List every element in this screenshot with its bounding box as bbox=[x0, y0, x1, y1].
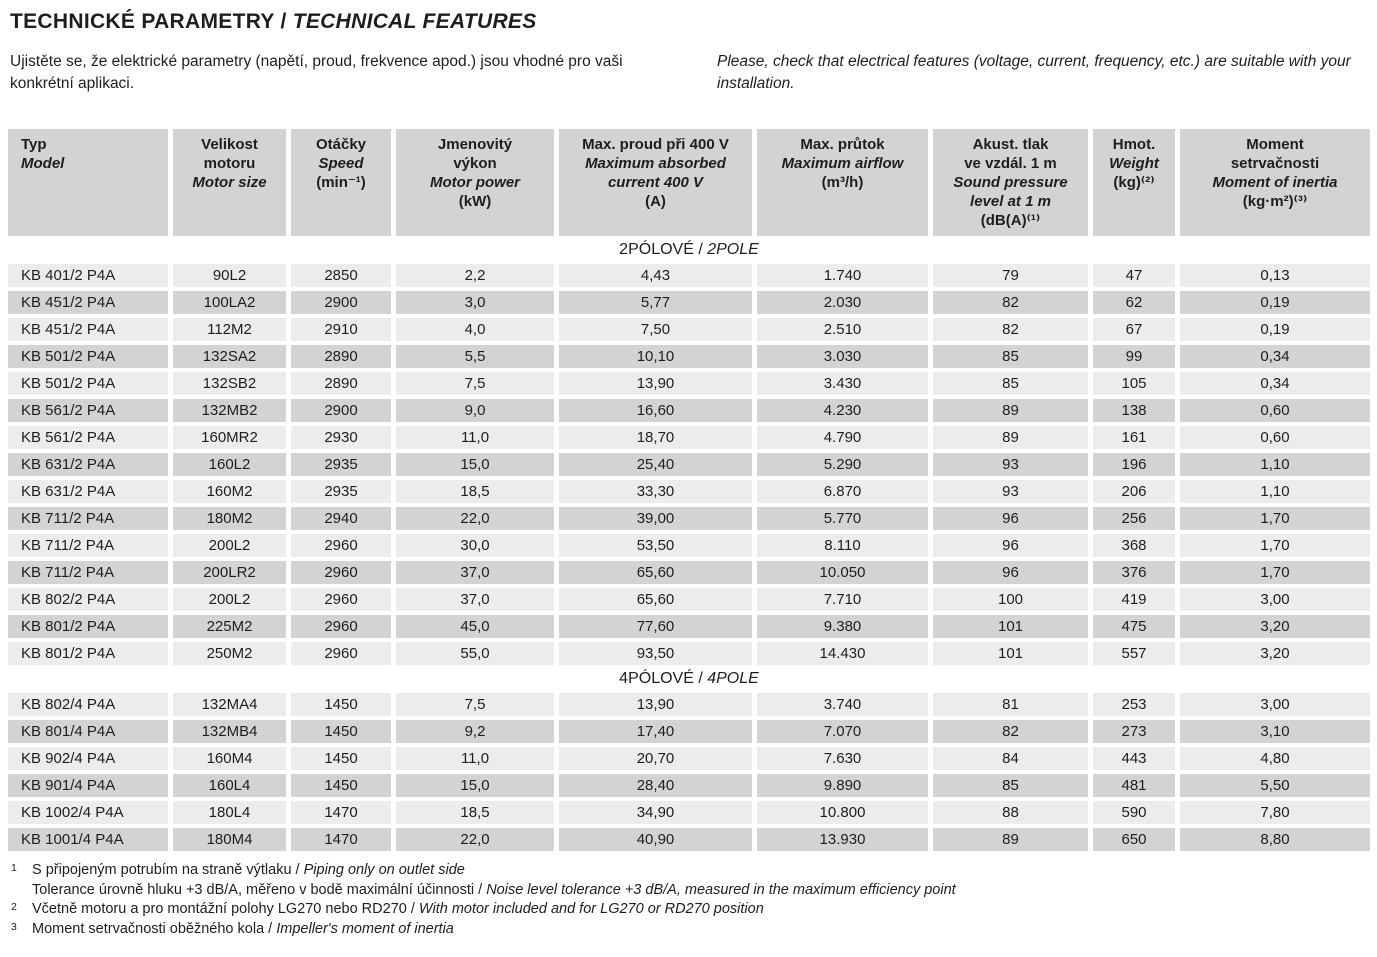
cell: 47 bbox=[1093, 264, 1175, 287]
cell: 253 bbox=[1093, 693, 1175, 716]
cell: 33,30 bbox=[559, 480, 752, 503]
table-row bbox=[8, 291, 1370, 314]
cell-model: KB 802/4 P4A bbox=[8, 693, 168, 716]
column-header-czech-line: Max. proud při 400 V bbox=[582, 136, 729, 153]
footnote bbox=[10, 881, 1369, 901]
section-label-english: 2POLE bbox=[707, 241, 759, 258]
cell: 93 bbox=[933, 453, 1088, 476]
cell-model: KB 711/2 P4A bbox=[8, 507, 168, 530]
cell: 2960 bbox=[291, 561, 391, 584]
column-header-english-line: current 400 V bbox=[607, 174, 704, 191]
column-header-unit: (dB(A)⁽¹⁾ bbox=[980, 212, 1041, 229]
cell: 481 bbox=[1093, 774, 1175, 797]
footnotes bbox=[10, 861, 1369, 939]
footnote-separator: / bbox=[264, 920, 277, 937]
cell: 0,34 bbox=[1180, 372, 1370, 395]
cell: 256 bbox=[1093, 507, 1175, 530]
cell: 105 bbox=[1093, 372, 1175, 395]
cell: 22,0 bbox=[396, 507, 554, 530]
cell: 180L4 bbox=[173, 801, 286, 824]
cell: 2960 bbox=[291, 615, 391, 638]
cell: 1470 bbox=[291, 828, 391, 851]
column-header-czech-line: ve vzdál. 1 m bbox=[964, 155, 1057, 172]
column-header-unit: (m³/h) bbox=[821, 174, 864, 191]
cell: 4,0 bbox=[396, 318, 554, 341]
cell: 18,5 bbox=[396, 801, 554, 824]
cell: 1450 bbox=[291, 720, 391, 743]
cell: 93,50 bbox=[559, 642, 752, 665]
cell: 4,80 bbox=[1180, 747, 1370, 770]
section-label-separator: / bbox=[693, 241, 708, 258]
cell: 4.790 bbox=[757, 426, 928, 449]
cell-model: KB 801/4 P4A bbox=[8, 720, 168, 743]
cell: 13.930 bbox=[757, 828, 928, 851]
column-header-9 bbox=[1180, 129, 1370, 236]
cell: 132MB4 bbox=[173, 720, 286, 743]
cell: 14.430 bbox=[757, 642, 928, 665]
cell: 18,70 bbox=[559, 426, 752, 449]
cell: 132MA4 bbox=[173, 693, 286, 716]
cell: 89 bbox=[933, 426, 1088, 449]
cell: 2900 bbox=[291, 399, 391, 422]
cell: 419 bbox=[1093, 588, 1175, 611]
cell: 3.740 bbox=[757, 693, 928, 716]
cell: 16,60 bbox=[559, 399, 752, 422]
cell: 77,60 bbox=[559, 615, 752, 638]
cell-model: KB 902/4 P4A bbox=[8, 747, 168, 770]
cell: 88 bbox=[933, 801, 1088, 824]
column-header-3 bbox=[291, 129, 391, 236]
cell: 13,90 bbox=[559, 693, 752, 716]
cell: 180M4 bbox=[173, 828, 286, 851]
cell: 22,0 bbox=[396, 828, 554, 851]
table-row bbox=[8, 372, 1370, 395]
table-row bbox=[8, 318, 1370, 341]
cell-model: KB 631/2 P4A bbox=[8, 453, 168, 476]
footnote-marker: 1 bbox=[11, 862, 17, 874]
cell: 4,43 bbox=[559, 264, 752, 287]
cell: 3,10 bbox=[1180, 720, 1370, 743]
table-header bbox=[8, 129, 1370, 236]
cell: 100 bbox=[933, 588, 1088, 611]
footnote-marker: 2 bbox=[11, 901, 17, 913]
column-header-english-line: Maximum absorbed bbox=[585, 155, 726, 172]
column-header-english-line: Sound pressure bbox=[953, 174, 1068, 191]
column-header-czech-line: Moment bbox=[1246, 136, 1304, 153]
footnote-separator: / bbox=[291, 862, 304, 878]
column-header-czech-line: Jmenovitý bbox=[437, 136, 513, 153]
cell-model: KB 631/2 P4A bbox=[8, 480, 168, 503]
footnote-english: Noise level tolerance +3 dB/A, measured in the maximum efficiency point bbox=[486, 881, 956, 898]
cell: 3,00 bbox=[1180, 693, 1370, 716]
section-label-english: 4POLE bbox=[707, 670, 759, 687]
cell: 2935 bbox=[291, 453, 391, 476]
table-row bbox=[8, 345, 1370, 368]
cell: 62 bbox=[1093, 291, 1175, 314]
cell: 225M2 bbox=[173, 615, 286, 638]
cell: 101 bbox=[933, 642, 1088, 665]
cell: 180M2 bbox=[173, 507, 286, 530]
cell: 3.430 bbox=[757, 372, 928, 395]
cell: 10,10 bbox=[559, 345, 752, 368]
cell-model: KB 901/4 P4A bbox=[8, 774, 168, 797]
cell: 1,10 bbox=[1180, 453, 1370, 476]
cell: 0,60 bbox=[1180, 426, 1370, 449]
cell-model: KB 801/2 P4A bbox=[8, 642, 168, 665]
column-header-8 bbox=[1093, 129, 1175, 236]
column-header-7 bbox=[933, 129, 1088, 236]
cell: 2,2 bbox=[396, 264, 554, 287]
cell: 650 bbox=[1093, 828, 1175, 851]
cell: 3,00 bbox=[1180, 588, 1370, 611]
cell: 89 bbox=[933, 399, 1088, 422]
cell: 3,20 bbox=[1180, 615, 1370, 638]
column-header-4 bbox=[396, 129, 554, 236]
cell: 3,0 bbox=[396, 291, 554, 314]
intro-paragraphs bbox=[10, 51, 1369, 95]
page-title-czech: TECHNICKÉ PARAMETRY bbox=[10, 10, 275, 33]
column-header-czech-line: Max. průtok bbox=[800, 136, 885, 153]
column-header-unit: (A) bbox=[645, 193, 666, 210]
cell: 160L2 bbox=[173, 453, 286, 476]
footnote-english: Piping only on outlet side bbox=[303, 862, 465, 878]
cell: 7,50 bbox=[559, 318, 752, 341]
cell: 1450 bbox=[291, 774, 391, 797]
column-header-english-line: Motor size bbox=[192, 174, 267, 191]
table-row bbox=[8, 588, 1370, 611]
footnote-separator: / bbox=[474, 881, 487, 898]
cell: 7,5 bbox=[396, 372, 554, 395]
cell: 65,60 bbox=[559, 561, 752, 584]
cell: 9,0 bbox=[396, 399, 554, 422]
table-row bbox=[8, 399, 1370, 422]
cell: 2890 bbox=[291, 345, 391, 368]
section-header-4pole bbox=[8, 669, 1370, 689]
cell: 20,70 bbox=[559, 747, 752, 770]
footnote-czech: Tolerance úrovně hluku +3 dB/A, měřeno v bodě maximální účinnosti bbox=[32, 881, 475, 898]
cell: 11,0 bbox=[396, 426, 554, 449]
cell: 8,80 bbox=[1180, 828, 1370, 851]
table-row bbox=[8, 774, 1370, 797]
cell: 368 bbox=[1093, 534, 1175, 557]
cell: 13,90 bbox=[559, 372, 752, 395]
cell: 273 bbox=[1093, 720, 1175, 743]
section-header-row bbox=[8, 669, 1370, 689]
cell: 5.770 bbox=[757, 507, 928, 530]
cell: 590 bbox=[1093, 801, 1175, 824]
cell: 8.110 bbox=[757, 534, 928, 557]
page-title bbox=[10, 10, 1369, 34]
table-row bbox=[8, 747, 1370, 770]
cell: 200L2 bbox=[173, 534, 286, 557]
cell: 96 bbox=[933, 534, 1088, 557]
cell: 376 bbox=[1093, 561, 1175, 584]
cell: 2960 bbox=[291, 642, 391, 665]
cell: 160M4 bbox=[173, 747, 286, 770]
cell: 1.740 bbox=[757, 264, 928, 287]
column-header-czech-line: Akust. tlak bbox=[972, 136, 1049, 153]
cell-model: KB 801/2 P4A bbox=[8, 615, 168, 638]
section-label-separator: / bbox=[693, 670, 708, 687]
cell: 82 bbox=[933, 720, 1088, 743]
cell: 0,19 bbox=[1180, 291, 1370, 314]
cell: 1,70 bbox=[1180, 507, 1370, 530]
column-header-english-line: Motor power bbox=[430, 174, 520, 191]
column-header-czech-line: setrvačnosti bbox=[1230, 155, 1320, 172]
cell: 1,70 bbox=[1180, 534, 1370, 557]
column-header-unit: (kg)⁽²⁾ bbox=[1113, 174, 1155, 191]
cell: 206 bbox=[1093, 480, 1175, 503]
column-header-unit: (min⁻¹) bbox=[316, 174, 366, 191]
cell: 2900 bbox=[291, 291, 391, 314]
cell: 2935 bbox=[291, 480, 391, 503]
cell-model: KB 501/2 P4A bbox=[8, 372, 168, 395]
cell: 0,19 bbox=[1180, 318, 1370, 341]
cell: 200L2 bbox=[173, 588, 286, 611]
cell: 160L4 bbox=[173, 774, 286, 797]
footnote-english: Impeller's moment of inertia bbox=[276, 920, 454, 937]
cell: 3,20 bbox=[1180, 642, 1370, 665]
cell: 37,0 bbox=[396, 588, 554, 611]
cell: 2.030 bbox=[757, 291, 928, 314]
cell: 3.030 bbox=[757, 345, 928, 368]
column-header-czech-line: motoru bbox=[203, 155, 256, 172]
table-row bbox=[8, 693, 1370, 716]
column-header-czech-line: výkon bbox=[453, 155, 497, 172]
cell: 160M2 bbox=[173, 480, 286, 503]
cell: 40,90 bbox=[559, 828, 752, 851]
cell: 1,10 bbox=[1180, 480, 1370, 503]
table-row bbox=[8, 615, 1370, 638]
section-label-czech: 4PÓLOVÉ bbox=[619, 670, 694, 687]
footnote-czech: S připojeným potrubím na straně výtlaku bbox=[32, 862, 292, 878]
table-row bbox=[8, 720, 1370, 743]
cell: 132SA2 bbox=[173, 345, 286, 368]
cell: 85 bbox=[933, 372, 1088, 395]
table-row bbox=[8, 828, 1370, 851]
cell: 1,70 bbox=[1180, 561, 1370, 584]
cell: 101 bbox=[933, 615, 1088, 638]
cell-model: KB 401/2 P4A bbox=[8, 264, 168, 287]
cell: 5,50 bbox=[1180, 774, 1370, 797]
column-header-czech-line: Typ bbox=[21, 136, 47, 153]
cell: 250M2 bbox=[173, 642, 286, 665]
cell-model: KB 1002/4 P4A bbox=[8, 801, 168, 824]
cell: 9.380 bbox=[757, 615, 928, 638]
cell: 138 bbox=[1093, 399, 1175, 422]
table-row bbox=[8, 426, 1370, 449]
cell: 200LR2 bbox=[173, 561, 286, 584]
cell: 160MR2 bbox=[173, 426, 286, 449]
table-row bbox=[8, 561, 1370, 584]
cell: 93 bbox=[933, 480, 1088, 503]
column-header-5 bbox=[559, 129, 752, 236]
footnote-czech: Včetně motoru a pro montážní polohy LG270 nebo RD270 bbox=[32, 901, 407, 917]
intro-english: Please, check that electrical features (voltage, current, frequency, etc.) are suitable with your installation. bbox=[717, 53, 1351, 92]
cell: 15,0 bbox=[396, 774, 554, 797]
cell: 81 bbox=[933, 693, 1088, 716]
cell: 196 bbox=[1093, 453, 1175, 476]
cell-model: KB 451/2 P4A bbox=[8, 291, 168, 314]
cell: 2890 bbox=[291, 372, 391, 395]
table-row bbox=[8, 507, 1370, 530]
footnote-separator: / bbox=[406, 901, 419, 917]
cell: 10.800 bbox=[757, 801, 928, 824]
cell: 90L2 bbox=[173, 264, 286, 287]
cell-model: KB 711/2 P4A bbox=[8, 534, 168, 557]
cell: 89 bbox=[933, 828, 1088, 851]
cell: 132SB2 bbox=[173, 372, 286, 395]
column-header-1 bbox=[8, 129, 168, 236]
footnote-czech: Moment setrvačnosti oběžného kola bbox=[32, 920, 265, 937]
cell: 1470 bbox=[291, 801, 391, 824]
cell: 161 bbox=[1093, 426, 1175, 449]
cell: 0,34 bbox=[1180, 345, 1370, 368]
cell: 45,0 bbox=[396, 615, 554, 638]
column-header-english-line: level at 1 m bbox=[970, 193, 1051, 210]
cell: 2850 bbox=[291, 264, 391, 287]
cell: 17,40 bbox=[559, 720, 752, 743]
cell: 5,5 bbox=[396, 345, 554, 368]
section-label-czech: 2PÓLOVÉ bbox=[619, 241, 694, 258]
cell: 96 bbox=[933, 561, 1088, 584]
column-header-6 bbox=[757, 129, 928, 236]
cell: 82 bbox=[933, 318, 1088, 341]
cell: 39,00 bbox=[559, 507, 752, 530]
cell: 18,5 bbox=[396, 480, 554, 503]
column-header-english-line: Moment of inertia bbox=[1212, 174, 1338, 191]
cell: 0,60 bbox=[1180, 399, 1370, 422]
cell: 0,13 bbox=[1180, 264, 1370, 287]
cell: 67 bbox=[1093, 318, 1175, 341]
table-row bbox=[8, 453, 1370, 476]
cell: 1450 bbox=[291, 747, 391, 770]
cell: 2960 bbox=[291, 534, 391, 557]
cell: 132MB2 bbox=[173, 399, 286, 422]
cell: 2960 bbox=[291, 588, 391, 611]
cell: 84 bbox=[933, 747, 1088, 770]
cell-model: KB 561/2 P4A bbox=[8, 399, 168, 422]
footnote bbox=[10, 861, 1369, 881]
cell-model: KB 451/2 P4A bbox=[8, 318, 168, 341]
column-header-2 bbox=[173, 129, 286, 236]
intro-czech: Ujistěte se, že elektrické parametry (napětí, proud, frekvence apod.) jsou vhodné pro vaši konkrétní aplikaci. bbox=[10, 53, 623, 92]
cell: 10.050 bbox=[757, 561, 928, 584]
column-header-english-line: Maximum airflow bbox=[781, 155, 904, 172]
cell: 65,60 bbox=[559, 588, 752, 611]
column-header-czech-line: Hmot. bbox=[1112, 136, 1156, 153]
cell: 443 bbox=[1093, 747, 1175, 770]
cell: 7,80 bbox=[1180, 801, 1370, 824]
technical-features-table bbox=[3, 125, 1375, 855]
column-header-unit: (kW) bbox=[458, 193, 492, 210]
cell: 100LA2 bbox=[173, 291, 286, 314]
footnote bbox=[10, 920, 1369, 940]
cell: 1450 bbox=[291, 693, 391, 716]
cell-model: KB 561/2 P4A bbox=[8, 426, 168, 449]
column-header-czech-line: Otáčky bbox=[315, 136, 367, 153]
table-row bbox=[8, 801, 1370, 824]
section-header-row bbox=[8, 240, 1370, 260]
cell-model: KB 711/2 P4A bbox=[8, 561, 168, 584]
cell: 30,0 bbox=[396, 534, 554, 557]
cell: 11,0 bbox=[396, 747, 554, 770]
page-title-separator: / bbox=[274, 10, 293, 33]
column-header-english-line: Speed bbox=[318, 155, 364, 172]
table-body bbox=[8, 240, 1370, 851]
column-header-unit: (kg·m²)⁽³⁾ bbox=[1242, 193, 1308, 210]
cell: 96 bbox=[933, 507, 1088, 530]
cell: 25,40 bbox=[559, 453, 752, 476]
cell: 53,50 bbox=[559, 534, 752, 557]
cell: 7.630 bbox=[757, 747, 928, 770]
column-header-english-line: Weight bbox=[1109, 155, 1159, 172]
cell: 2930 bbox=[291, 426, 391, 449]
cell: 5.290 bbox=[757, 453, 928, 476]
cell: 28,40 bbox=[559, 774, 752, 797]
cell: 34,90 bbox=[559, 801, 752, 824]
cell-model: KB 1001/4 P4A bbox=[8, 828, 168, 851]
table-header-row bbox=[8, 129, 1370, 236]
cell: 2.510 bbox=[757, 318, 928, 341]
table-row bbox=[8, 264, 1370, 287]
cell: 99 bbox=[1093, 345, 1175, 368]
cell: 37,0 bbox=[396, 561, 554, 584]
cell: 6.870 bbox=[757, 480, 928, 503]
footnote-marker: 3 bbox=[11, 920, 17, 933]
cell-model: KB 501/2 P4A bbox=[8, 345, 168, 368]
cell: 4.230 bbox=[757, 399, 928, 422]
page-title-english: TECHNICAL FEATURES bbox=[292, 10, 537, 33]
cell: 9.890 bbox=[757, 774, 928, 797]
cell: 85 bbox=[933, 345, 1088, 368]
cell: 475 bbox=[1093, 615, 1175, 638]
cell: 82 bbox=[933, 291, 1088, 314]
cell: 7.070 bbox=[757, 720, 928, 743]
cell: 79 bbox=[933, 264, 1088, 287]
cell: 15,0 bbox=[396, 453, 554, 476]
cell: 7.710 bbox=[757, 588, 928, 611]
cell: 9,2 bbox=[396, 720, 554, 743]
column-header-english-line: Model bbox=[21, 155, 65, 172]
cell-model: KB 802/2 P4A bbox=[8, 588, 168, 611]
footnote bbox=[10, 900, 1369, 920]
column-header-czech-line: Velikost bbox=[201, 136, 258, 153]
table-row bbox=[8, 480, 1370, 503]
cell: 112M2 bbox=[173, 318, 286, 341]
cell: 2910 bbox=[291, 318, 391, 341]
cell: 85 bbox=[933, 774, 1088, 797]
table-row bbox=[8, 642, 1370, 665]
cell: 7,5 bbox=[396, 693, 554, 716]
footnote-english: With motor included and for LG270 or RD270 position bbox=[418, 901, 764, 917]
cell: 2940 bbox=[291, 507, 391, 530]
table-row bbox=[8, 534, 1370, 557]
cell: 55,0 bbox=[396, 642, 554, 665]
section-header-2pole bbox=[8, 240, 1370, 260]
cell: 5,77 bbox=[559, 291, 752, 314]
cell: 557 bbox=[1093, 642, 1175, 665]
